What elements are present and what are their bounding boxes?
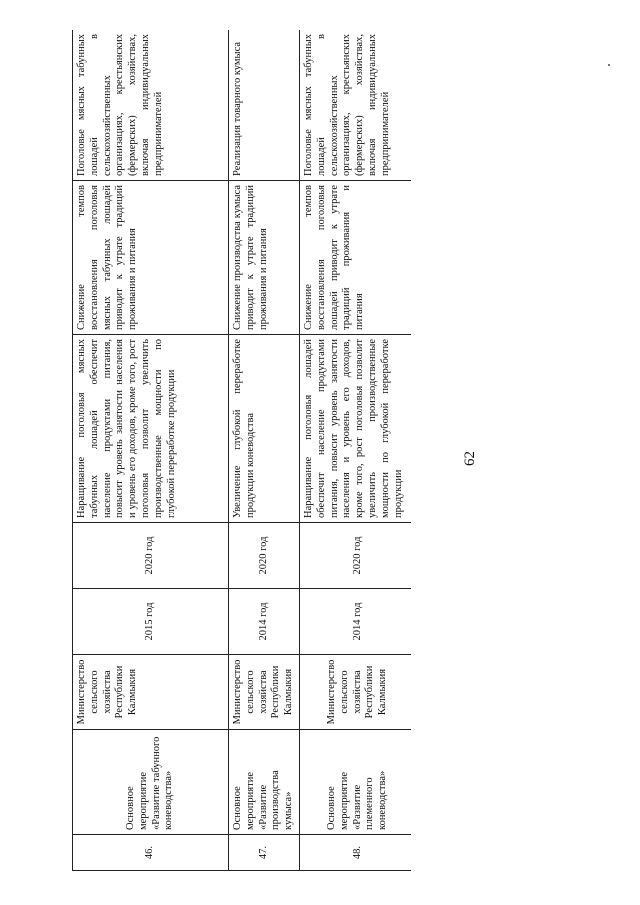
table-row [73,30,229,871]
expected-result: Увеличение глубокой переработке продукции коневодства [229,335,300,523]
executor: Министерство сельского хозяйства Республики Калмыкия [299,655,411,730]
end-year: 2020 год [299,523,411,589]
start-year: 2015 год [73,589,229,655]
executor: Министерство сельского хозяйства Республики Калмыкия [229,655,300,730]
start-year: 2014 год [229,589,300,655]
table-row [299,30,411,871]
executor: Министерство сельского хозяйства Республики Калмыкия [73,655,229,730]
indicator: Поголовье мясных табунных лошадей в сельскохозяйственных организациях, крестьянских (фермерских) хозяйствах, включая индивидуальных предпринимателей [73,30,229,181]
rotated-table-area [72,30,411,871]
end-year: 2020 год [73,523,229,589]
event-name: Основное мероприятие «Развитие табунного коневодства» [73,730,229,835]
row-number: 47. [229,835,300,871]
end-year: 2020 год [229,523,300,589]
expected-result: Наращивание поголовья лошадей обеспечит население продуктами питания, повысит уровень занятости населения и уровень его доходов, кроме того, рост поголовья позволит увеличить производственные мощности по глубокой переработке продукции [299,335,411,523]
table-row [229,30,300,871]
start-year: 2014 год [299,589,411,655]
row-number: 48. [299,835,411,871]
event-name: Основное мероприятие «Развитие племенного коневодства» [299,730,411,835]
measures-table [72,30,411,871]
event-name: Основное мероприятие «Развитие производства кумыса» [229,730,300,835]
table-rotator [72,30,411,871]
consequence: Снижение темпов восстановления поголовья мясных табунных лошадей приводит к утрате традиций проживания и питания [73,181,229,335]
row-number: 46. [73,835,229,871]
page-number: 62 [462,451,478,466]
indicator: Поголовье мясных табунных лошадей в сельскохозяйственных организациях, крестьянских (фермерских) хозяйствах, включая индивидуальных предпринимателей [299,30,411,181]
scan-speck [608,64,610,66]
expected-result: Наращивание поголовья мясных табунных лошадей обеспечит население продуктами питания, повысит уровень занятости населения и уровень его доходов, кроме того, рост поголовья позволит увеличить производственные мощности по глубокой переработке продукции [73,335,229,523]
indicator: Реализация товарного кумыса [229,30,300,181]
consequence: Снижение производства кумыса приводит к утрате традиций проживания и питания [229,181,300,335]
consequence: Снижение темпов восстановления поголовья лошадей приводит к утрате традиций проживания и питания [299,181,411,335]
